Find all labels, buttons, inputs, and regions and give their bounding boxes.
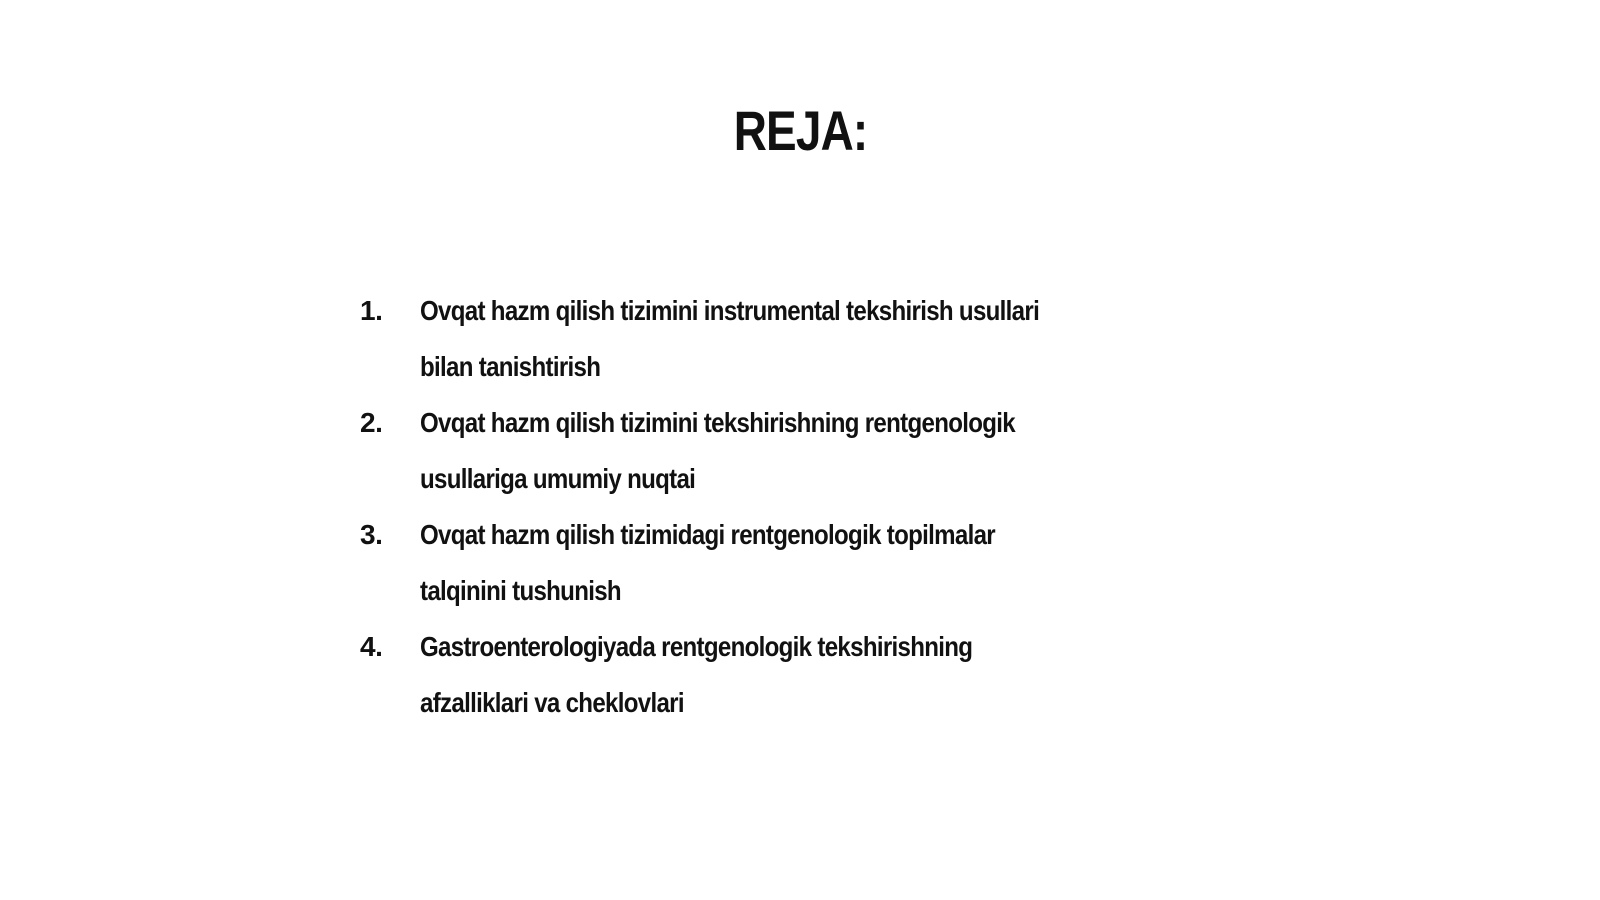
item-text-line: Ovqat hazm qilish tizimini tekshirishning rentgenologik bbox=[420, 407, 1016, 438]
item-number: 1. bbox=[360, 295, 383, 326]
plan-list bbox=[360, 283, 1260, 731]
item-text bbox=[420, 283, 1074, 395]
item-text-line: usullariga umumiy nuqtai bbox=[420, 463, 696, 494]
item-text bbox=[420, 395, 1074, 507]
item-text bbox=[420, 619, 1074, 731]
item-text-line: bilan tanishtirish bbox=[420, 351, 601, 382]
item-text bbox=[420, 507, 1074, 619]
item-text-line: Gastroenterologiyada rentgenologik tekshirishning bbox=[420, 631, 973, 662]
list-item bbox=[360, 619, 1260, 731]
item-number: 2. bbox=[360, 407, 383, 438]
item-number: 3. bbox=[360, 519, 383, 550]
slide-title: REJA: bbox=[733, 99, 868, 162]
item-text-line: Ovqat hazm qilish tizimini instrumental tekshirish usullari bbox=[420, 295, 1040, 326]
item-text-line: afzalliklari va cheklovlari bbox=[420, 687, 684, 718]
list-item bbox=[360, 283, 1260, 395]
list-item bbox=[360, 507, 1260, 619]
item-number: 4. bbox=[360, 631, 383, 662]
item-text-line: Ovqat hazm qilish tizimidagi rentgenologik topilmalar bbox=[420, 519, 995, 550]
item-text-line: talqinini tushunish bbox=[420, 575, 621, 606]
list-item bbox=[360, 395, 1260, 507]
